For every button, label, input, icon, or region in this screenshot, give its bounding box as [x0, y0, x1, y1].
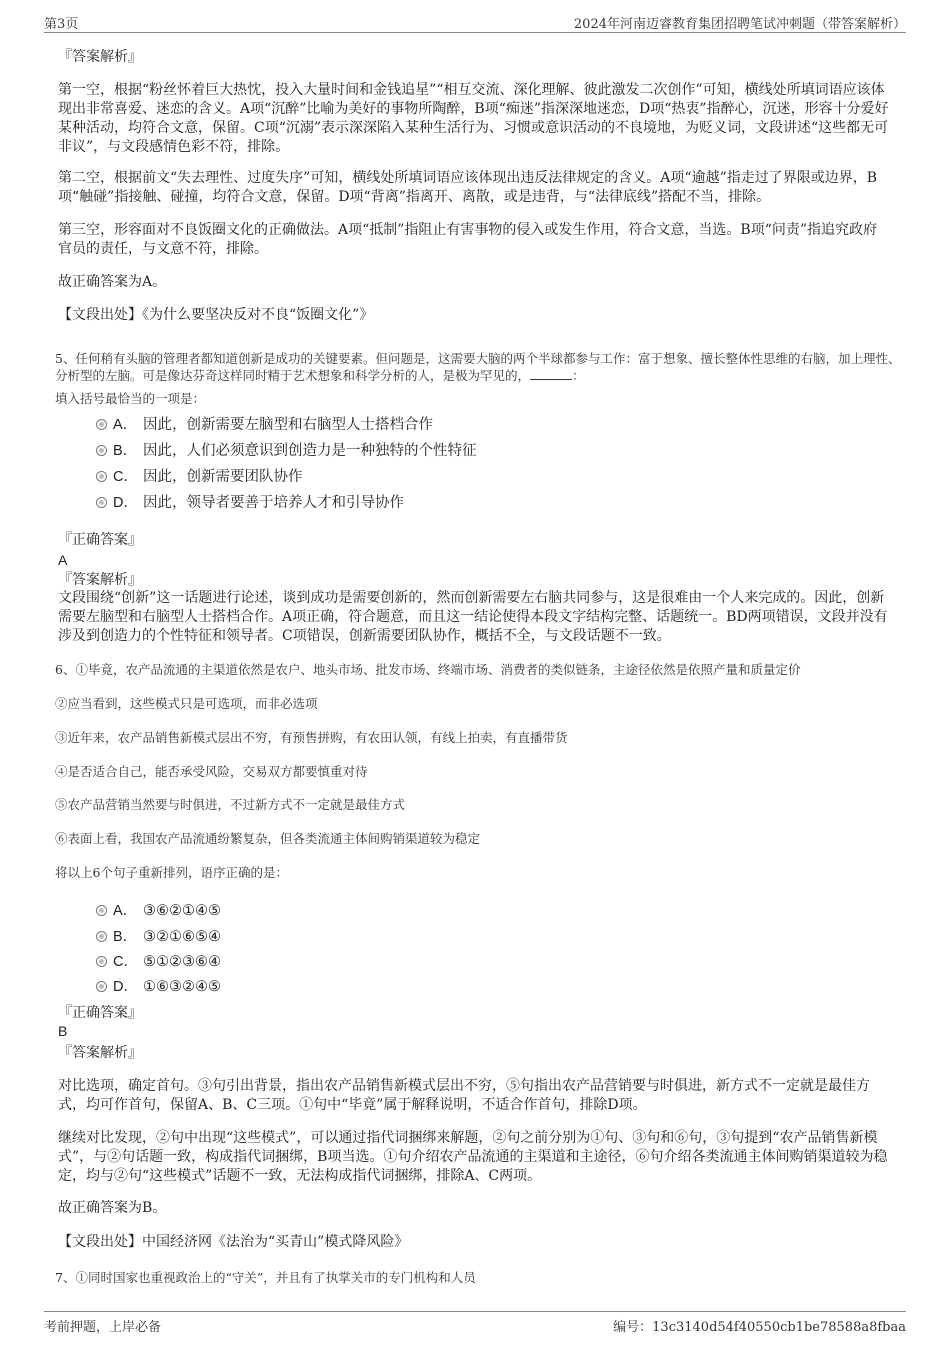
radio-icon[interactable]: [96, 956, 107, 967]
radio-icon[interactable]: [96, 471, 107, 482]
answer-blank: [530, 367, 572, 380]
q6-conclusion: 故正确答案为B。: [58, 1200, 167, 1216]
q4-analysis-p2: 第二空，根据前文“失去理性、过度失序”可知，横线处所填词语应该体现出违反法律规定的含义。A项“逾越”指走过了界限或边界，B项“触碰”指接触、碰撞，均符合文意，保留。D项“背离”指离开、离散，或是违背，与“法律底线”搭配不当，排除。: [58, 170, 878, 205]
q4-analysis-p3: 第三空，形容面对不良饭圈文化的正确做法。A项“抵制”指阻止有害事物的侵入或发生作用，符合文意，当选。B项“问责”指追究政府官员的责任，与文意不符，排除。: [58, 222, 878, 257]
q4-source: 【文段出处】《为什么要坚决反对不良“饭圈文化”》: [58, 307, 374, 323]
radio-icon[interactable]: [96, 445, 107, 456]
q6-option-d[interactable]: D． ①⑥③②④⑤: [96, 975, 221, 996]
q6-option-c[interactable]: C． ⑤①②③⑥④: [96, 950, 221, 971]
q6-analysis-label: 『答案解析』: [58, 1045, 142, 1061]
q5-analysis: 文段围绕“创新”这一话题进行论述，谈到成功是需要创新的，然而创新需要左右脑共同参与，这是很难由一个人来完成的。因此，创新需要左脑型和右脑型人士搭档合作。A项正确，符合题意，而且这一结论使得本段文字结构完整、话题统一。BD两项错误，文段并没有涉及到创造力的个性特征和领导者。C项错误，创新需要团队协作，概括不全，与文段话题不一致。: [58, 590, 888, 644]
q6-analysis-p1: 对比选项，确定首句。③句引出背景，指出农产品销售新模式层出不穷，⑤句指出农产品营销要与时俱进，新方式不一定就是最佳方式，均可作首句，保留A、B、C三项。①句中“毕竟”属于解释说明，不适合作首句，排除D项。: [58, 1078, 870, 1113]
q5-analysis-label: 『答案解析』: [58, 572, 142, 588]
q5-prompt: 填入括号最恰当的一项是：: [55, 391, 206, 406]
q5-option-d[interactable]: D． 因此，领导者要善于培养人才和引导协作: [96, 491, 404, 512]
q6-prompt: 将以上6个句子重新排列，语序正确的是：: [55, 865, 288, 880]
q5-correct-answer: A: [58, 552, 68, 568]
radio-icon[interactable]: [96, 419, 107, 430]
q6-correct-label: 『正确答案』: [58, 1005, 142, 1021]
q6-sentence-2: ②应当看到，这些模式只是可选项，而非必选项: [55, 696, 318, 711]
q6-sentence-6: ⑥表面上看，我国农产品流通纷繁复杂，但各类流通主体间购销渠道较为稳定: [55, 831, 481, 846]
q6-option-b[interactable]: B． ③②①⑥⑤④: [96, 925, 221, 946]
page-header: [44, 12, 906, 33]
radio-icon[interactable]: [96, 981, 107, 992]
q6-sentence-1: 6、①毕竟，农产品流通的主渠道依然是农户、地头市场、批发市场、终端市场、消费者的类似链条，主途径依然是依照产量和质量定价: [55, 662, 801, 677]
q5-option-c[interactable]: C． 因此，创新需要团队协作: [96, 465, 303, 486]
q5-option-a[interactable]: A． 因此，创新需要左脑型和右脑型人士搭档合作: [96, 413, 433, 434]
radio-icon[interactable]: [96, 931, 107, 942]
page-footer: [44, 1311, 906, 1334]
q7-stem: 7、①同时国家也重视政治上的“守关”，并且有了执掌关市的专门机构和人员: [55, 1270, 476, 1285]
q6-correct-answer: B: [58, 1023, 68, 1039]
document-title: 2024年河南迈睿教育集团招聘笔试冲刺题（带答案解析）: [573, 17, 906, 32]
q6-sentence-5: ⑤农产品营销当然要与时俱进，不过新方式不一定就是最佳方式: [55, 797, 406, 812]
q5-stem: 5、任何稍有头脑的管理者都知道创新是成功的关键要素。但问题是，这需要大脑的两个半球都参与工作：富于想象、擅长整体性思维的右脑，加上理性、分析型的左脑。可是像达芬奇这样同时精于艺术想象和科学分析的人，是极为罕见的， ：: [55, 351, 901, 383]
q6-analysis-p2: 继续对比发现，②句中出现“这些模式”，可以通过指代词捆绑来解题，②句之前分别为①句、③句和⑥句，③句提到“农产品销售新模式”，与②句话题一致，构成指代词捆绑，B项当选。①句介绍农产品流通的主渠道和主途径，⑥句介绍各类流通主体间购销渠道较为稳定，均与②句“这些模式”话题不一致，无法构成指代词捆绑，排除A、C两项。: [58, 1130, 888, 1184]
q6-sentence-4: ④是否适合自己，能否承受风险，交易双方都要慎重对待: [55, 764, 368, 779]
footer-slogan: 考前押题，上岸必备: [44, 1320, 162, 1335]
q6-option-a[interactable]: A． ③⑥②①④⑤: [96, 899, 221, 920]
q4-analysis-p1: 第一空，根据“粉丝怀着巨大热忱，投入大量时间和金钱追星”“相互交流、深化理解、彼此激发二次创作”可知，横线处所填词语应该体现出非常喜爱、迷恋的含义。A项“沉醉”比喻为美好的事物所陶醉，B项“痴迷”指深深地迷恋，D项“热衷”指醉心，沉迷，形容十分爱好某种活动，均符合文意，保留。C项“沉溺”表示深深陷入某种生活行为、习惯或意识活动的不良境地，为贬义词，文段讲述“这些都无可非议”，与文段感情色彩不符，排除。: [58, 82, 889, 155]
q5-option-b[interactable]: B． 因此，人们必须意识到创造力是一种独特的个性特征: [96, 439, 477, 460]
q6-sentence-3: ③近年来，农产品销售新模式层出不穷，有预售拼购，有农田认领，有线上拍卖，有直播带货: [55, 730, 568, 745]
q5-correct-label: 『正确答案』: [58, 532, 142, 548]
q6-source: 【文段出处】中国经济网《法治为“买青山”模式降风险》: [58, 1234, 409, 1250]
q4-conclusion: 故正确答案为A。: [58, 274, 167, 290]
q4-analysis-label: 『答案解析』: [58, 49, 142, 65]
page-number: 第3页: [44, 17, 79, 32]
document-id: 编号：13c3140d54f40550cb1be78588a8fbaa: [613, 1320, 906, 1335]
radio-icon[interactable]: [96, 497, 107, 508]
radio-icon[interactable]: [96, 905, 107, 916]
